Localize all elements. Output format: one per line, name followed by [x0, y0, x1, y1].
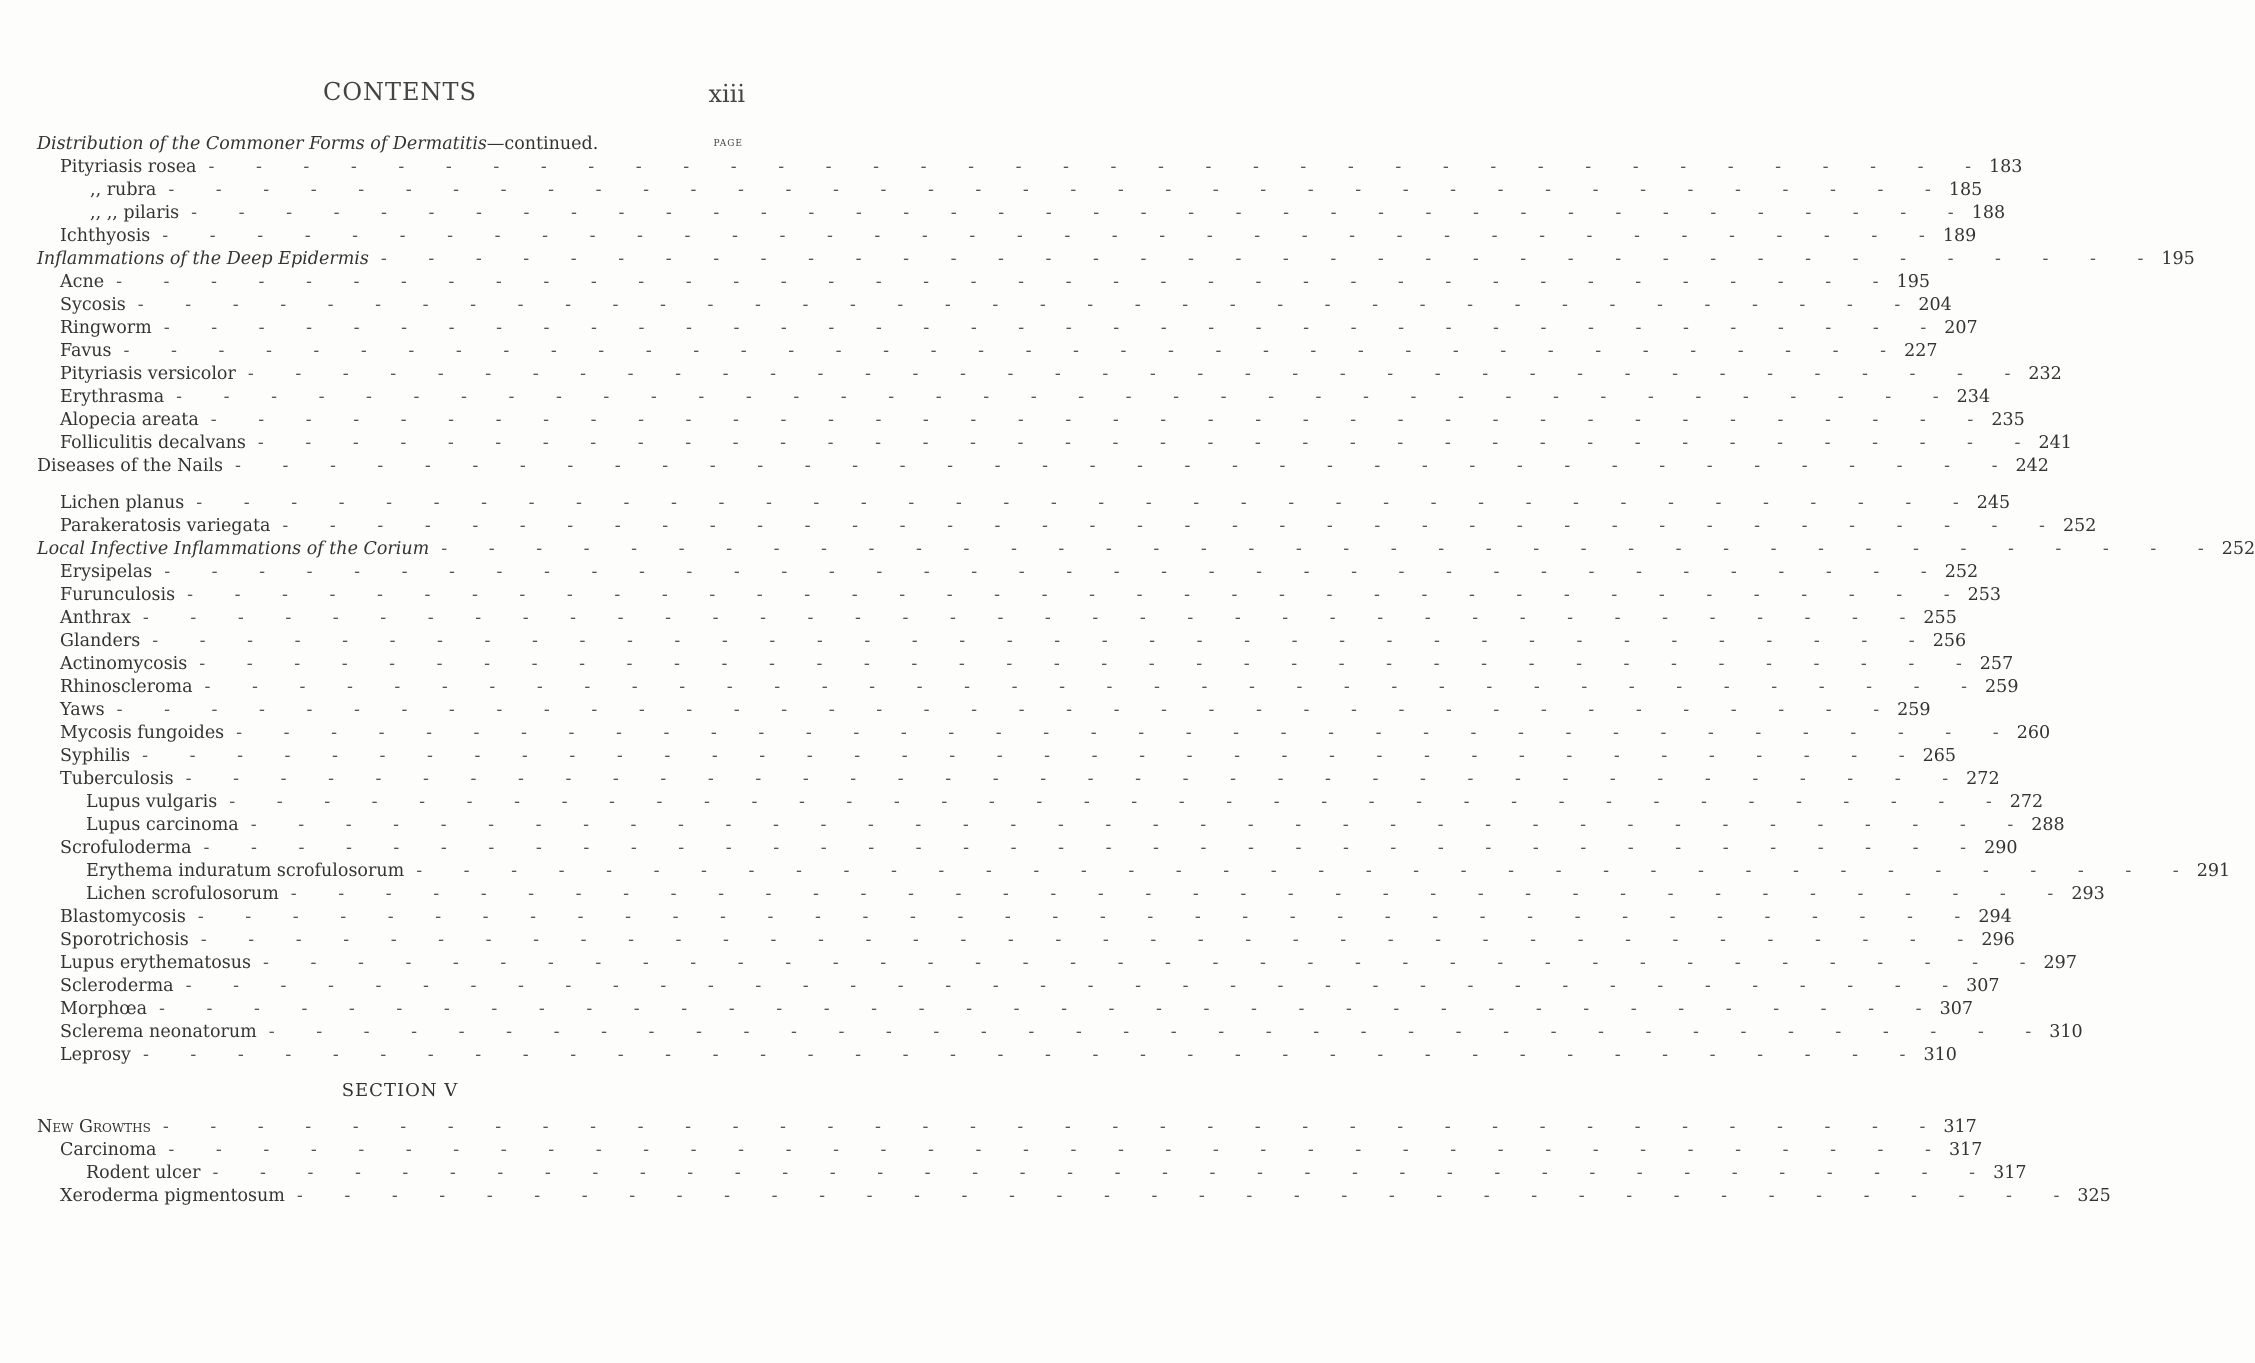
toc-entry [60, 722, 2051, 744]
toc-entry-title: Morphœa [60, 999, 148, 1019]
toc-entry-page: 189 [1942, 226, 1977, 246]
toc-entry [60, 432, 2072, 454]
toc-entry [60, 952, 2077, 974]
toc-entry [60, 1044, 1957, 1066]
toc-entry-title: Erythema induratum scrofulosorum [86, 861, 405, 881]
toc-entry [60, 998, 1973, 1020]
leader-dashes: - - - - - - - - - - - - - - - - - - - - - - - - - - - - - - - - - - - - - - [196, 493, 1977, 513]
toc-entry-title: Yaws [60, 700, 105, 720]
toc-entry-page: 257 [1979, 654, 2014, 674]
toc-entry [60, 156, 2023, 178]
page-number: xiii [708, 80, 745, 108]
toc-entry-page: 310 [1923, 1045, 1957, 1065]
toc-entry-title: Sycosis [60, 295, 126, 315]
toc-entry-page: 235 [1991, 410, 2025, 430]
toc-entry [60, 630, 1967, 652]
toc-entry-title-suffix: —continued. [486, 134, 599, 154]
leader-dashes: - - - - - - - - - - - - - - - - - - - - - - - - - - - - - - - - - - - - - - [235, 456, 2016, 476]
toc-entry-title: Leprosy [60, 1045, 131, 1065]
toc-entry [60, 1139, 1983, 1161]
toc-entry-title: Acne [60, 272, 105, 292]
toc-entry-page: 207 [1944, 318, 1978, 338]
toc-entry [60, 768, 2000, 790]
toc-entry-page: 195 [2161, 249, 2195, 269]
leader-dashes: - - - - - - - - - - - - - - - - - - - - - - - - - - - - - - - - - - - - - - [168, 180, 1949, 200]
leader-dashes: - - - - - - - - - - - - - - - - - - - - - - - - - - - - - - - - - - - - - - [116, 700, 1898, 720]
toc-entry-title: Lupus carcinoma [86, 815, 239, 835]
toc-entry-title: Tuberculosis [60, 769, 174, 789]
toc-entry-title: Erythrasma [60, 387, 165, 407]
leader-dashes: - - - - - - - - - - - - - - - - - - - - - - - - - - - - - - - - - - - - - - [176, 387, 1957, 407]
toc-entry-page: 265 [1922, 746, 1957, 766]
toc-entry [86, 883, 2105, 905]
toc-entry-page: 256 [1932, 631, 1967, 651]
toc-entry-title: Favus [60, 341, 112, 361]
leader-dashes: - - - - - - - - - - - - - - - - - - - - - - - - - - - - - - - - - - - - - - [247, 364, 2029, 384]
toc-entry [60, 363, 2062, 385]
leader-dashes: - - - - - - - - - - - - - - - - - - - - - - - - - - - - - - - - - - - - - - [257, 433, 2039, 453]
toc-entry [60, 515, 2097, 537]
toc-entry-page: 260 [2016, 723, 2051, 743]
toc-entry-title: Parakeratosis variegata [60, 516, 271, 536]
toc-entry-page: 183 [1989, 157, 2023, 177]
toc-entry-title: Scleroderma [60, 976, 174, 996]
leader-dashes: - - - - - - - - - - - - - - - - - - - - - - - - - - - - - - - - - - - - - - [236, 723, 2017, 743]
toc-entry [90, 179, 1983, 201]
toc-entry-page: 259 [1985, 677, 2019, 697]
page-header [0, 78, 800, 118]
toc-entry [60, 409, 2025, 431]
toc-entry [37, 1116, 1977, 1138]
toc-entry-title: Inflammations of the Deep Epidermis [37, 249, 369, 269]
toc-entry [60, 492, 2011, 514]
leader-dashes: - - - - - - - - - - - - - - - - - - - - - - - - - - - - - - - - - - - - - - [164, 562, 1945, 582]
leader-dashes: - - - - - - - - - - - - - - - - - - - - - - - - - - - - - - - - - - - - - - [185, 976, 1967, 996]
leader-dashes: - - - - - - - - - - - - - - - - - - - - - - - - - - - - - - - - - - - - - - [204, 677, 1986, 697]
toc-entry-title: ,, rubra [90, 180, 157, 200]
toc-entry-title: Lichen planus [60, 493, 185, 513]
toc-entry-page: 307 [1939, 999, 1973, 1019]
toc-entry [60, 745, 1957, 767]
toc-entry-page: 272 [1966, 769, 2000, 789]
toc-entry-page: 255 [1923, 608, 1957, 628]
toc-entry [60, 584, 2002, 606]
leader-dashes: - - - - - - - - - - - - - - - - - - - - - - - - - - - - - - - - - - - - - - [203, 838, 1985, 858]
toc-entry-title: Lichen scrofulosorum [86, 884, 279, 904]
toc-entry-page: 293 [2071, 884, 2105, 904]
toc-entry-title: Syphilis [60, 746, 131, 766]
toc-entry-page: 253 [1967, 585, 2002, 605]
toc-entry-title: Rhinoscleroma [60, 677, 193, 697]
toc-entry-title: Ichthyosis [60, 226, 151, 246]
leader-dashes: - - - - - - - - - - - - - - - - - - - - - - - - - - - - - - - - - - - - - - [200, 930, 1982, 950]
leader-dashes: - - - - - - - - - - - - - - - - - - - - - - - - - - - - - - - - - - - - - - [185, 769, 1967, 789]
leader-dashes: - - - - - - - - - - - - - - - - - - - - - - - - - - - - - - - - - - - - - - [290, 884, 2072, 904]
toc-entry [60, 699, 1931, 721]
toc-entry [60, 837, 2018, 859]
toc-entry-page: 204 [1918, 295, 1952, 315]
leader-dashes: - - - - - - - - - - - - - - - - - - - - - - - - - - - - - - - - - - - - - - [416, 861, 2197, 881]
leader-dashes: - - - - - - - - - - - - - - - - - - - - - - - - - - - - - - - - - - - - - - [142, 608, 1924, 628]
toc-entry [60, 271, 1931, 293]
toc-entry-title: Sclerema neonatorum [60, 1022, 257, 1042]
toc-entry-title: Actinomycosis [60, 654, 188, 674]
leader-dashes: - - - - - - - - - - - - - - - - - - - - - - - - - - - - - - - - - - - - - - [263, 953, 2044, 973]
toc-entry-title: Rodent ulcer [86, 1163, 201, 1183]
running-title: CONTENTS [322, 78, 477, 106]
toc-entry-page: 242 [2015, 456, 2049, 476]
toc-entry-title: Lupus vulgaris [86, 792, 218, 812]
leader-dashes: - - - - - - - - - - - - - - - - - - - - - - - - - - - - - - - - - - - - - - [159, 999, 1940, 1019]
toc-entry-page: 188 [1971, 203, 2006, 223]
toc-entry-title: Sporotrichosis [60, 930, 189, 950]
leader-dashes: - - - - - - - - - - - - - - - - - - - - - - - - - - - - - - - - - - - - - - [123, 341, 1905, 361]
toc-entry [60, 1185, 2111, 1207]
page-column-label: PAGE [713, 139, 743, 149]
toc-entry [60, 1021, 2083, 1043]
toc-entry-title: Pityriasis versicolor [60, 364, 236, 384]
toc-entry [37, 538, 2255, 560]
leader-dashes: - - - - - - - - - - - - - - - - - - - - - - - - - - - - - - - - - - - - - - [212, 1163, 1994, 1183]
toc-entry-title: Xeroderma pigmentosum [60, 1186, 285, 1206]
toc-entry [86, 1162, 2027, 1184]
toc-entry-page: 232 [2028, 364, 2062, 384]
leader-dashes: - - - - - - - - - - - - - - - - - - - - - - - - - - - - - - - - - - - - - - [168, 1140, 1949, 1160]
toc-entry [86, 814, 2065, 836]
toc-entry-page: 317 [1943, 1117, 1977, 1137]
toc-entry-title: Carcinoma [60, 1140, 157, 1160]
toc-entry-title: Scrofuloderma [60, 838, 192, 858]
leader-dashes: - - - - - - - - - - - - - - - - - - - - - - - - - - - - - - - - - - - - - - [197, 907, 1979, 927]
section-title: SECTION V [341, 1080, 459, 1101]
leader-dashes: - - - - - - - - - - - - - - - - - - - - - - - - - - - - - - - - - - - - - - [187, 585, 1968, 605]
toc-entry-page: 288 [2031, 815, 2065, 835]
toc-entry-title-italic: Distribution of the Commoner Forms of Dermatitis [37, 134, 487, 154]
toc-entry-title [37, 133, 598, 155]
leader-dashes: - - - - - - - - - - - - - - - - - - - - - - - - - - - - - - - - - - - - - - [268, 1022, 2050, 1042]
toc-entry [90, 202, 2006, 224]
toc-entry [60, 561, 1979, 583]
leader-dashes: - - - - - - - - - - - - - - - - - - - - - - - - - - - - - - - - - - - - - - [250, 815, 2032, 835]
leader-dashes: - - - - - - - - - - - - - - - - - - - - - - - - - - - - - - - - - - - - - - [162, 226, 1943, 246]
leader-dashes: - - - - - - - - - - - - - - - - - - - - - - - - - - - - - - - - - - - - - - [199, 654, 1980, 674]
toc-entry-title: Furunculosis [60, 585, 176, 605]
toc-entry-title: Blastomycosis [60, 907, 186, 927]
toc-entry [60, 929, 2015, 951]
toc-entry [60, 225, 1977, 247]
toc-entry-page: 252 [2062, 516, 2097, 536]
toc-entry-page: 317 [1948, 1140, 1983, 1160]
toc-entry-title: Diseases of the Nails [37, 456, 223, 476]
toc-entry-title: Local Infective Inflammations of the Corium [37, 539, 430, 559]
toc-entry [60, 317, 1978, 339]
toc-entry-title: Alopecia areata [60, 410, 199, 430]
leader-dashes: - - - - - - - - - - - - - - - - - - - - - - - - - - - - - - - - - - - - - - [191, 203, 1972, 223]
toc-entry-page: 310 [2049, 1022, 2083, 1042]
leader-dashes: - - - - - - - - - - - - - - - - - - - - - - - - - - - - - - - - - - - - - - [152, 631, 1933, 651]
toc-entry-page: 252 [2221, 539, 2255, 559]
toc-entry [37, 248, 2195, 270]
toc-entry-page: 291 [2196, 861, 2231, 881]
toc-entry-page: 227 [1904, 341, 1938, 361]
toc-entry [60, 607, 1957, 629]
toc-entry [60, 294, 1952, 316]
leader-dashes: - - - - - - - - - - - - - - - - - - - - - - - - - - - - - - - - - - - - - - [296, 1186, 2078, 1206]
toc-entry-page: 290 [1984, 838, 2018, 858]
toc-entry-page: 296 [1981, 930, 2015, 950]
toc-entry [37, 455, 2049, 477]
toc-entry [60, 906, 2012, 928]
leader-dashes: - - - - - - - - - - - - - - - - - - - - - - - - - - - - - - - - - - - - - - [441, 539, 2222, 559]
toc-entry-page: 252 [1944, 562, 1979, 582]
toc-entry-page: 317 [1993, 1163, 2027, 1183]
toc-entry-page: 245 [1976, 493, 2011, 513]
toc-entry-title: Pityriasis rosea [60, 157, 197, 177]
toc-entry [60, 340, 1938, 362]
toc-entry [86, 860, 2231, 882]
toc-entry-page: 241 [2038, 433, 2072, 453]
toc-entry-page: 234 [1956, 387, 1991, 407]
toc-entry-page: 259 [1897, 700, 1931, 720]
toc-entry [60, 975, 2000, 997]
toc-entry-page: 325 [2077, 1186, 2111, 1206]
leader-dashes: - - - - - - - - - - - - - - - - - - - - - - - - - - - - - - - - - - - - - - [162, 1117, 1944, 1137]
toc-entry [37, 133, 764, 155]
toc-entry [60, 676, 2019, 698]
toc-entry [60, 653, 2014, 675]
toc-entry-title: Glanders [60, 631, 141, 651]
toc-entry-title: New Growths [37, 1117, 151, 1137]
toc-entry-title: Mycosis fungoides [60, 723, 225, 743]
toc-entry-title: Lupus erythematosus [60, 953, 252, 973]
toc-entry-title: ,, ,, pilaris [90, 203, 180, 223]
toc-entry [60, 386, 1991, 408]
leader-dashes: - - - - - - - - - - - - - - - - - - - - - - - - - - - - - - - - - - - - - - [142, 746, 1923, 766]
leader-dashes: - - - - - - - - - - - - - - - - - - - - - - - - - - - - - - - - - - - - - - [229, 792, 2010, 812]
toc-entry [86, 791, 2044, 813]
leader-dashes: - - - - - - - - - - - - - - - - - - - - - - - - - - - - - - - - - - - - - - [208, 157, 1990, 177]
leader-dashes: - - - - - - - - - - - - - - - - - - - - - - - - - - - - - - - - - - - - - - [163, 318, 1945, 338]
toc-entry-title: Ringworm [60, 318, 152, 338]
leader-dashes: - - - - - - - - - - - - - - - - - - - - - - - - - - - - - - - - - - - - - - [282, 516, 2063, 536]
toc-entry-title: Folliculitis decalvans [60, 433, 246, 453]
leader-dashes: - - - - - - - - - - - - - - - - - - - - - - - - - - - - - - - - - - - - - - [210, 410, 1992, 430]
leader-dashes: - - - - - - - - - - - - - - - - - - - - - - - - - - - - - - - - - - - - - - [137, 295, 1919, 315]
toc-entry-page: 297 [2043, 953, 2077, 973]
leader-dashes: - - - - - - - - - - - - - - - - - - - - - - - - - - - - - - - - - - - - - - [142, 1045, 1924, 1065]
leader-dashes: - - - - - - - - - - - - - - - - - - - - - - - - - - - - - - - - - - - - - - [380, 249, 2162, 269]
toc-entry-page: 272 [2009, 792, 2044, 812]
toc-entry-page: 294 [1978, 907, 2012, 927]
toc-entry-page: 185 [1948, 180, 1983, 200]
toc-entry-page: 195 [1896, 272, 1931, 292]
toc-entry-title: Anthrax [60, 608, 131, 628]
leader-dashes: - - - - - - - - - - - - - - - - - - - - - - - - - - - - - - - - - - - - - - [116, 272, 1897, 292]
toc-entry-title: Erysipelas [60, 562, 153, 582]
toc-entry-page: 307 [1966, 976, 2000, 996]
